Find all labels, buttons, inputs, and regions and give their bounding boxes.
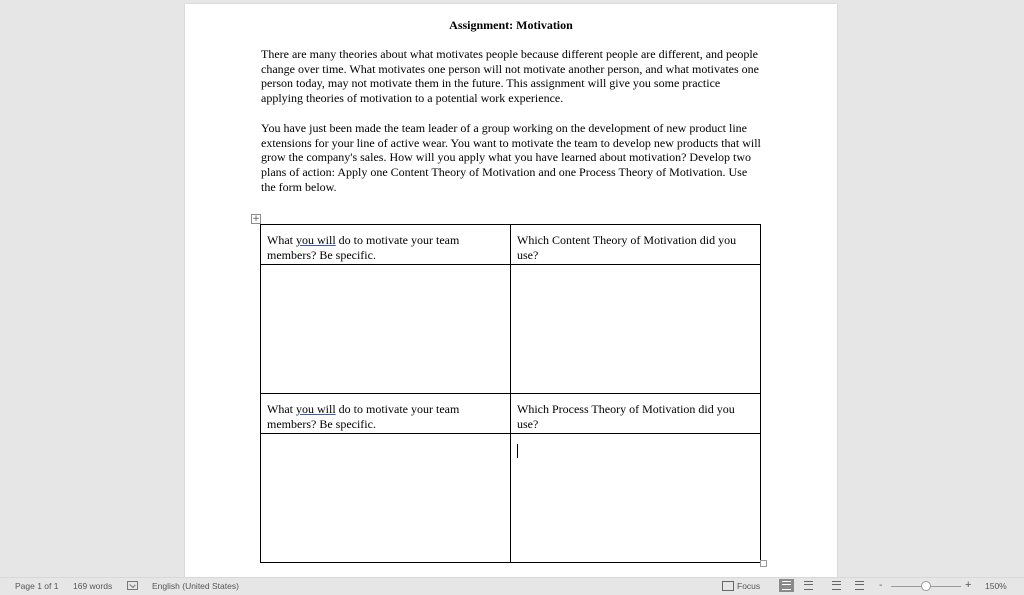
plan1-answer-cell[interactable]	[267, 271, 503, 393]
outline-icon	[832, 581, 841, 590]
table-row-divider	[261, 393, 760, 394]
proofing-icon[interactable]	[127, 581, 138, 590]
outline-view-button[interactable]	[829, 579, 844, 592]
focus-label: Focus	[737, 580, 761, 591]
table-resize-handle[interactable]	[760, 560, 767, 567]
word-count[interactable]: 169 words	[73, 581, 113, 591]
zoom-in-button[interactable]: +	[965, 579, 972, 591]
question-text: What	[267, 233, 296, 247]
page-count[interactable]: Page 1 of 1	[15, 581, 59, 591]
table-row-divider	[261, 264, 760, 265]
zoom-slider-thumb[interactable]	[921, 581, 931, 591]
process-theory-answer-cell[interactable]	[517, 440, 757, 558]
table-move-handle-icon[interactable]: +	[252, 214, 260, 224]
draft-view-button[interactable]	[852, 579, 867, 592]
print-layout-view-button[interactable]	[779, 579, 794, 592]
content-theory-answer-cell[interactable]	[517, 271, 757, 393]
content-theory-question-cell[interactable]: Which Content Theory of Motivation did you use?	[517, 233, 737, 262]
document-title: Assignment: Motivation	[449, 18, 573, 32]
plan1-question-cell[interactable]	[267, 233, 503, 262]
print-layout-icon	[782, 581, 791, 590]
web-layout-icon	[804, 581, 813, 590]
text-cursor	[517, 444, 518, 458]
motivation-form-table[interactable]	[260, 224, 761, 563]
grammar-flag-text[interactable]: you will	[296, 402, 336, 416]
web-layout-view-button[interactable]	[801, 579, 816, 592]
zoom-level[interactable]: 150%	[985, 581, 1007, 591]
focus-icon	[722, 581, 734, 591]
document-page[interactable]	[185, 4, 837, 577]
question-text: What	[267, 402, 296, 416]
status-bar	[0, 577, 1024, 595]
instructions-paragraph: You have just been made the team leader of a group working on the development of new product line extensions for your line of active wear. You want to motivate the team to develop new products that will grow the company's sales. How will you apply what you have learned about motivation? Develop two plans of action: Apply one Content Theory of Motivation and one Process Theory of Motivation. Use the form below.	[261, 121, 761, 194]
question-text: do to motivate your team members? Be specific.	[267, 233, 460, 262]
intro-paragraph: There are many theories about what motivates people because different people are different, and people change over time. What motivates one person will not motivate another person, and what motivates one person today, may not motivate them in the future. This assignment will give you some practice applying theories of motivation to a potential work experience.	[261, 47, 759, 106]
focus-button[interactable]	[722, 579, 760, 592]
grammar-flag-text[interactable]: you will	[296, 233, 336, 247]
plan2-answer-cell[interactable]	[267, 440, 503, 558]
process-theory-question-cell[interactable]: Which Process Theory of Motivation did you use?	[517, 402, 735, 431]
table-row-divider	[261, 433, 760, 434]
question-text: do to motivate your team members? Be specific.	[267, 402, 460, 431]
draft-icon	[855, 581, 864, 590]
language-indicator[interactable]: English (United States)	[152, 581, 239, 591]
plan2-question-cell[interactable]	[267, 402, 503, 431]
zoom-out-button[interactable]: -	[879, 580, 883, 591]
